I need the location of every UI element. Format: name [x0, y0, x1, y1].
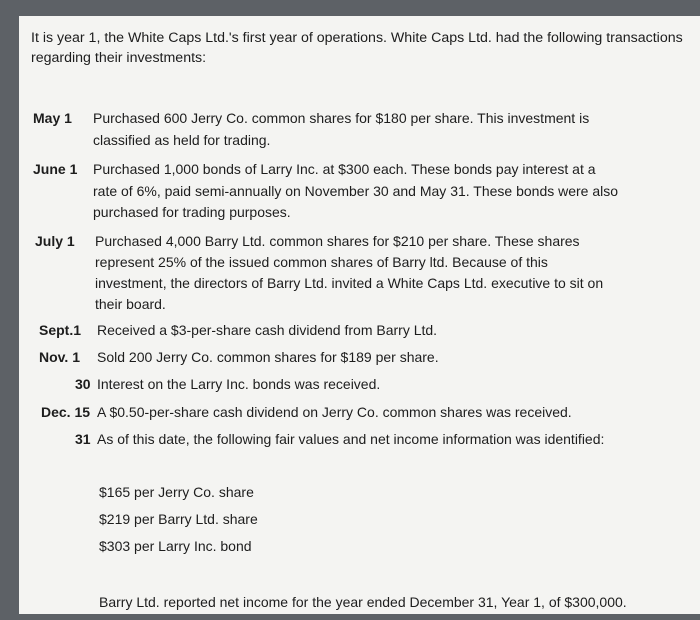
- transaction-line: rate of 6%, paid semi-annually on November 30 and May 31. These bonds were also: [93, 182, 619, 199]
- transaction-line: Purchased 4,000 Barry Ltd. common shares for $210 per share. These shares: [95, 233, 580, 249]
- transaction-date: June 1: [33, 161, 78, 177]
- transaction-line: Received a $3-per-share cash dividend from Barry Ltd.: [97, 322, 438, 338]
- transaction-date: Nov. 1: [39, 349, 80, 365]
- transaction-line: purchased for trading purposes.: [93, 204, 291, 220]
- transaction-line: Purchased 1,000 bonds of Larry Inc. at $300 each. These bonds pay interest at a: [93, 161, 596, 177]
- problem-document: [19, 16, 700, 614]
- transaction-line: As of this date, the following fair values and net income information was identified:: [97, 431, 605, 447]
- transaction-line: Sold 200 Jerry Co. common shares for $189 per share.: [97, 349, 439, 365]
- transaction-line: classified as held for trading.: [93, 131, 271, 148]
- transaction-date: July 1: [35, 233, 75, 249]
- net-income-note: Barry Ltd. reported net income for the year ended December 31, Year 1, of $300,000.: [99, 594, 627, 610]
- fair-value-jerry: $165 per Jerry Co. share: [99, 484, 254, 500]
- transaction-date: Dec. 15: [41, 404, 91, 420]
- transaction-line: investment, the directors of Barry Ltd. invited a White Caps Ltd. executive to sit on: [95, 275, 604, 291]
- transaction-line: represent 25% of the issued common shares of Barry ltd. Because of this: [95, 254, 548, 270]
- transaction-date: Sept.1: [39, 322, 82, 338]
- transaction-date: 30: [75, 376, 91, 392]
- transaction-date: May 1: [33, 110, 72, 126]
- fair-value-barry: $219 per Barry Ltd. share: [99, 511, 258, 527]
- transaction-line: Purchased 600 Jerry Co. common shares for $180 per share. This investment is: [93, 110, 590, 126]
- intro-paragraph: It is year 1, the White Caps Ltd.'s first year of operations. White Caps Ltd. had the following transactions regarding their investments:: [31, 30, 683, 66]
- transaction-date: 31: [75, 431, 91, 447]
- fair-value-larry: $303 per Larry Inc. bond: [99, 538, 252, 554]
- transaction-line: A $0.50-per-share cash dividend on Jerry Co. common shares was received.: [97, 404, 572, 420]
- transaction-line: their board.: [95, 296, 166, 312]
- transaction-line: Interest on the Larry Inc. bonds was received.: [97, 376, 381, 392]
